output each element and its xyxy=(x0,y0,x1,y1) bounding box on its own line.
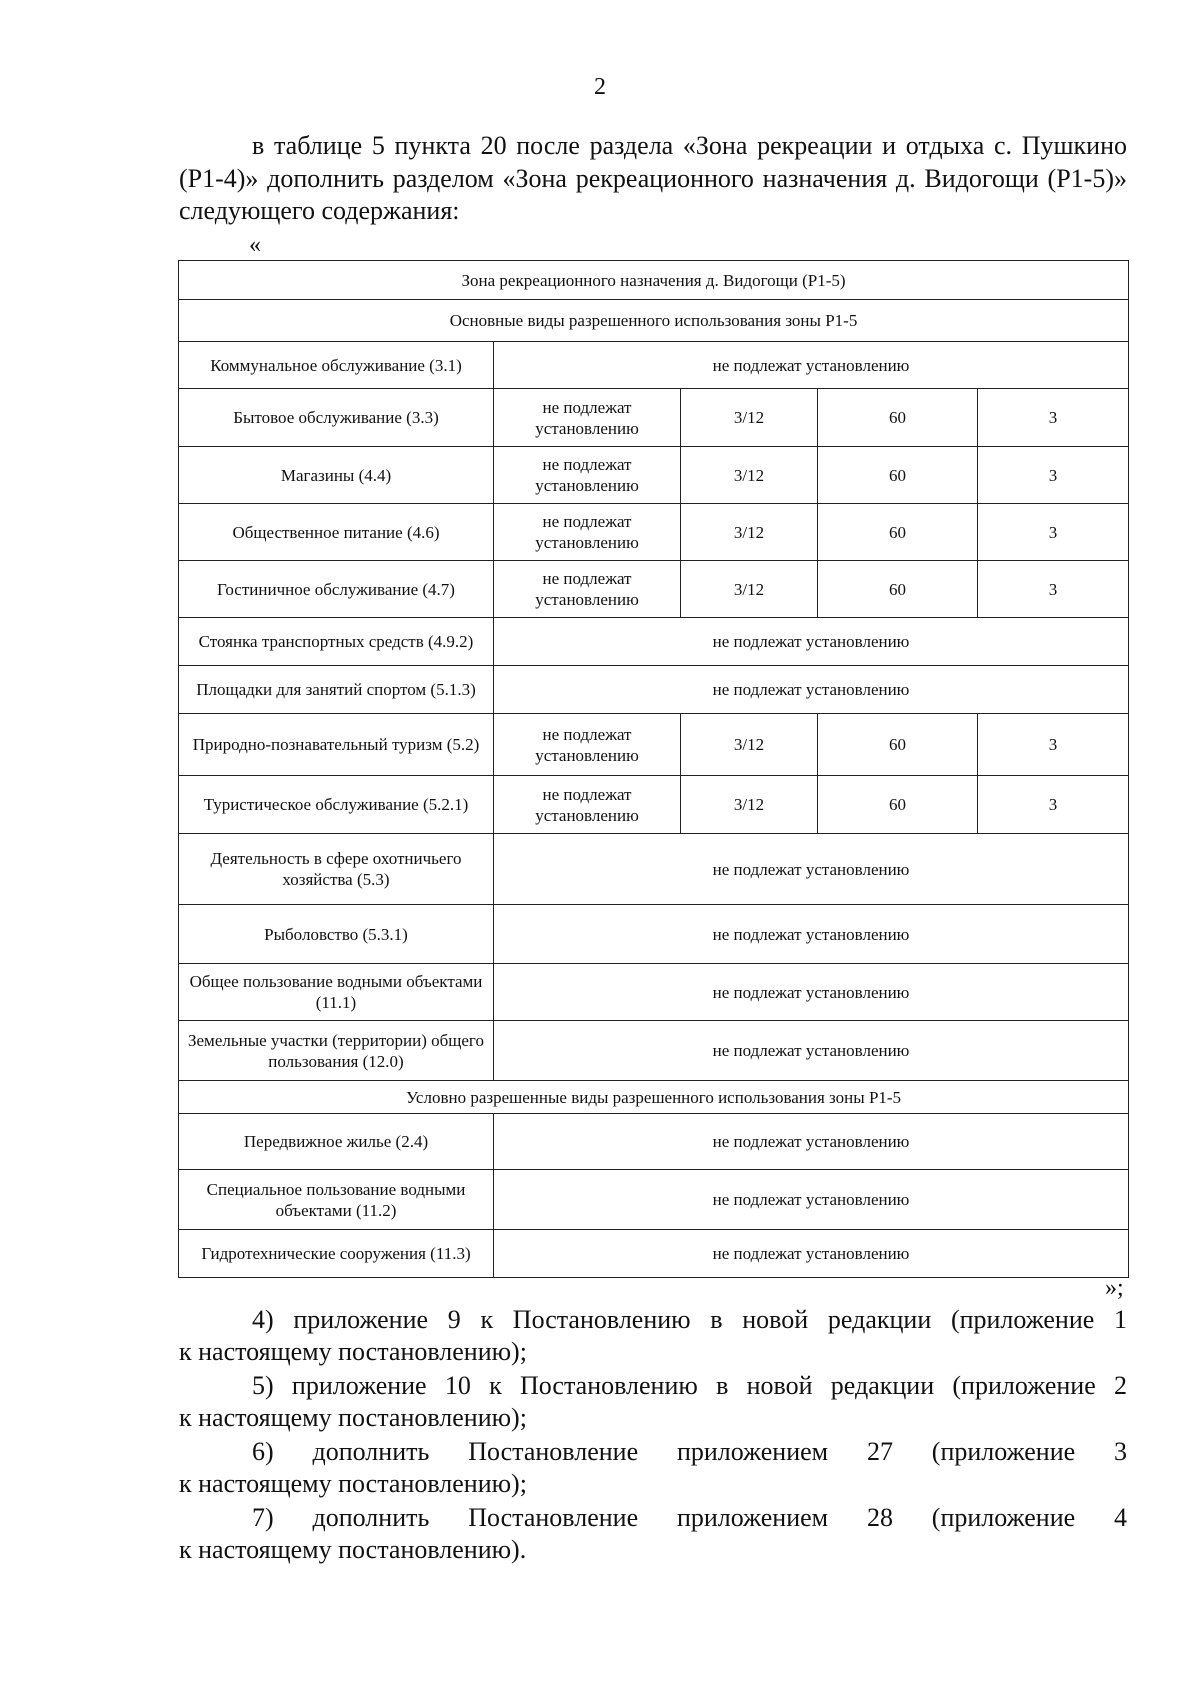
use-type-name: Бытовое обслуживание (3.3) xyxy=(179,389,494,447)
table-title-row xyxy=(179,261,1129,300)
amendment-item-continuation: к настоящему постановлению); xyxy=(179,1469,527,1498)
parameters-not-set: не подлежат установлению xyxy=(494,342,1129,389)
parameters-not-set: не подлежат установлению xyxy=(494,666,1129,714)
parameters-not-set: не подлежат установлению xyxy=(494,1170,1129,1230)
table-row xyxy=(179,776,1129,834)
main-uses-header: Основные виды разрешенного использования зоны Р1-5 xyxy=(179,300,1129,342)
table-row xyxy=(179,1230,1129,1278)
amendment-item-continuation: к настоящему постановлению). xyxy=(179,1535,527,1564)
parameter-cell: 60 xyxy=(818,561,978,618)
conditional-uses-header: Условно разрешенные виды разрешенного использования зоны Р1-5 xyxy=(179,1081,1129,1114)
use-type-name: Гидротехнические сооружения (11.3) xyxy=(179,1230,494,1278)
parameters-not-set: не подлежат установлению xyxy=(494,1114,1129,1170)
zone-table xyxy=(178,260,1129,1278)
parameters-not-set: не подлежат установлению xyxy=(494,905,1129,964)
parameter-cell: 60 xyxy=(818,714,978,776)
amendment-item-line: 4) приложение 9 к Постановлению в новой редакции (приложение 1 xyxy=(252,1305,1127,1334)
table-row xyxy=(179,964,1129,1021)
amendment-item-continuation: к настоящему постановлению); xyxy=(179,1337,527,1366)
use-type-name: Передвижное жилье (2.4) xyxy=(179,1114,494,1170)
table-row xyxy=(179,1114,1129,1170)
opening-quote: « xyxy=(249,232,261,258)
table-row xyxy=(179,905,1129,964)
parameter-cell: не подлежат установлению xyxy=(494,561,681,618)
parameters-not-set: не подлежат установлению xyxy=(494,834,1129,905)
table-row xyxy=(179,1021,1129,1081)
parameter-cell: не подлежат установлению xyxy=(494,776,681,834)
table-row xyxy=(179,618,1129,666)
table-row xyxy=(179,834,1129,905)
parameter-cell: 3 xyxy=(978,561,1129,618)
parameter-cell: 3 xyxy=(978,504,1129,561)
parameter-cell: 3 xyxy=(978,714,1129,776)
use-type-name: Гостиничное обслуживание (4.7) xyxy=(179,561,494,618)
conditional-header-row xyxy=(179,1081,1129,1114)
parameter-cell: 3/12 xyxy=(681,447,818,504)
parameters-not-set: не подлежат установлению xyxy=(494,618,1129,666)
use-type-name: Природно-познавательный туризм (5.2) xyxy=(179,714,494,776)
use-type-name: Специальное пользование водными объектами (11.2) xyxy=(179,1170,494,1230)
amendment-item xyxy=(179,1304,1127,1368)
page-number: 2 xyxy=(594,74,606,100)
parameter-cell: не подлежат установлению xyxy=(494,389,681,447)
table-row xyxy=(179,389,1129,447)
table-row xyxy=(179,714,1129,776)
parameter-cell: 3/12 xyxy=(681,776,818,834)
use-type-name: Рыболовство (5.3.1) xyxy=(179,905,494,964)
main-header-row xyxy=(179,300,1129,342)
use-type-name: Деятельность в сфере охотничьего хозяйства (5.3) xyxy=(179,834,494,905)
zone-table-body xyxy=(179,261,1129,1278)
table-row xyxy=(179,666,1129,714)
use-type-name: Общее пользование водными объектами (11.1) xyxy=(179,964,494,1021)
amendment-item-continuation: к настоящему постановлению); xyxy=(179,1403,527,1432)
table-row xyxy=(179,447,1129,504)
amendment-items xyxy=(179,1304,1127,1568)
parameters-not-set: не подлежат установлению xyxy=(494,964,1129,1021)
parameter-cell: 60 xyxy=(818,776,978,834)
parameter-cell: 3 xyxy=(978,447,1129,504)
parameter-cell: 3/12 xyxy=(681,389,818,447)
parameter-cell: 3/12 xyxy=(681,714,818,776)
use-type-name: Магазины (4.4) xyxy=(179,447,494,504)
parameter-cell: не подлежат установлению xyxy=(494,504,681,561)
use-type-name: Стоянка транспортных средств (4.9.2) xyxy=(179,618,494,666)
parameter-cell: 3 xyxy=(978,389,1129,447)
table-row xyxy=(179,504,1129,561)
parameters-not-set: не подлежат установлению xyxy=(494,1230,1129,1278)
amendment-item xyxy=(179,1370,1127,1434)
amendment-item-line: 5) приложение 10 к Постановлению в новой редакции (приложение 2 xyxy=(252,1371,1127,1400)
use-type-name: Общественное питание (4.6) xyxy=(179,504,494,561)
use-type-name: Коммунальное обслуживание (3.1) xyxy=(179,342,494,389)
table-row xyxy=(179,561,1129,618)
closing-quote: »; xyxy=(1105,1275,1124,1301)
parameter-cell: 3/12 xyxy=(681,504,818,561)
amendment-item xyxy=(179,1502,1127,1566)
amendment-item xyxy=(179,1436,1127,1500)
use-type-name: Туристическое обслуживание (5.2.1) xyxy=(179,776,494,834)
table-row xyxy=(179,342,1129,389)
amendment-item-line: 6) дополнить Постановление приложением 27 (приложение 3 xyxy=(252,1437,1127,1466)
table-title: Зона рекреационного назначения д. Видогощи (Р1-5) xyxy=(179,261,1129,300)
use-type-name: Площадки для занятий спортом (5.1.3) xyxy=(179,666,494,714)
parameter-cell: 60 xyxy=(818,504,978,561)
intro-text: в таблице 5 пункта 20 после раздела «Зона рекреации и отдыха с. Пушкино (Р1-4)» дополнить разделом «Зона рекреационного назначения д. Видогощи (Р1-5)» следующего содержания: xyxy=(179,131,1127,225)
parameter-cell: не подлежат установлению xyxy=(494,447,681,504)
parameter-cell: 60 xyxy=(818,389,978,447)
parameters-not-set: не подлежат установлению xyxy=(494,1021,1129,1081)
parameter-cell: 60 xyxy=(818,447,978,504)
table-row xyxy=(179,1170,1129,1230)
parameter-cell: 3 xyxy=(978,776,1129,834)
intro-paragraph xyxy=(179,130,1127,228)
parameter-cell: 3/12 xyxy=(681,561,818,618)
use-type-name: Земельные участки (территории) общего пользования (12.0) xyxy=(179,1021,494,1081)
parameter-cell: не подлежат установлению xyxy=(494,714,681,776)
amendment-item-line: 7) дополнить Постановление приложением 28 (приложение 4 xyxy=(252,1503,1127,1532)
